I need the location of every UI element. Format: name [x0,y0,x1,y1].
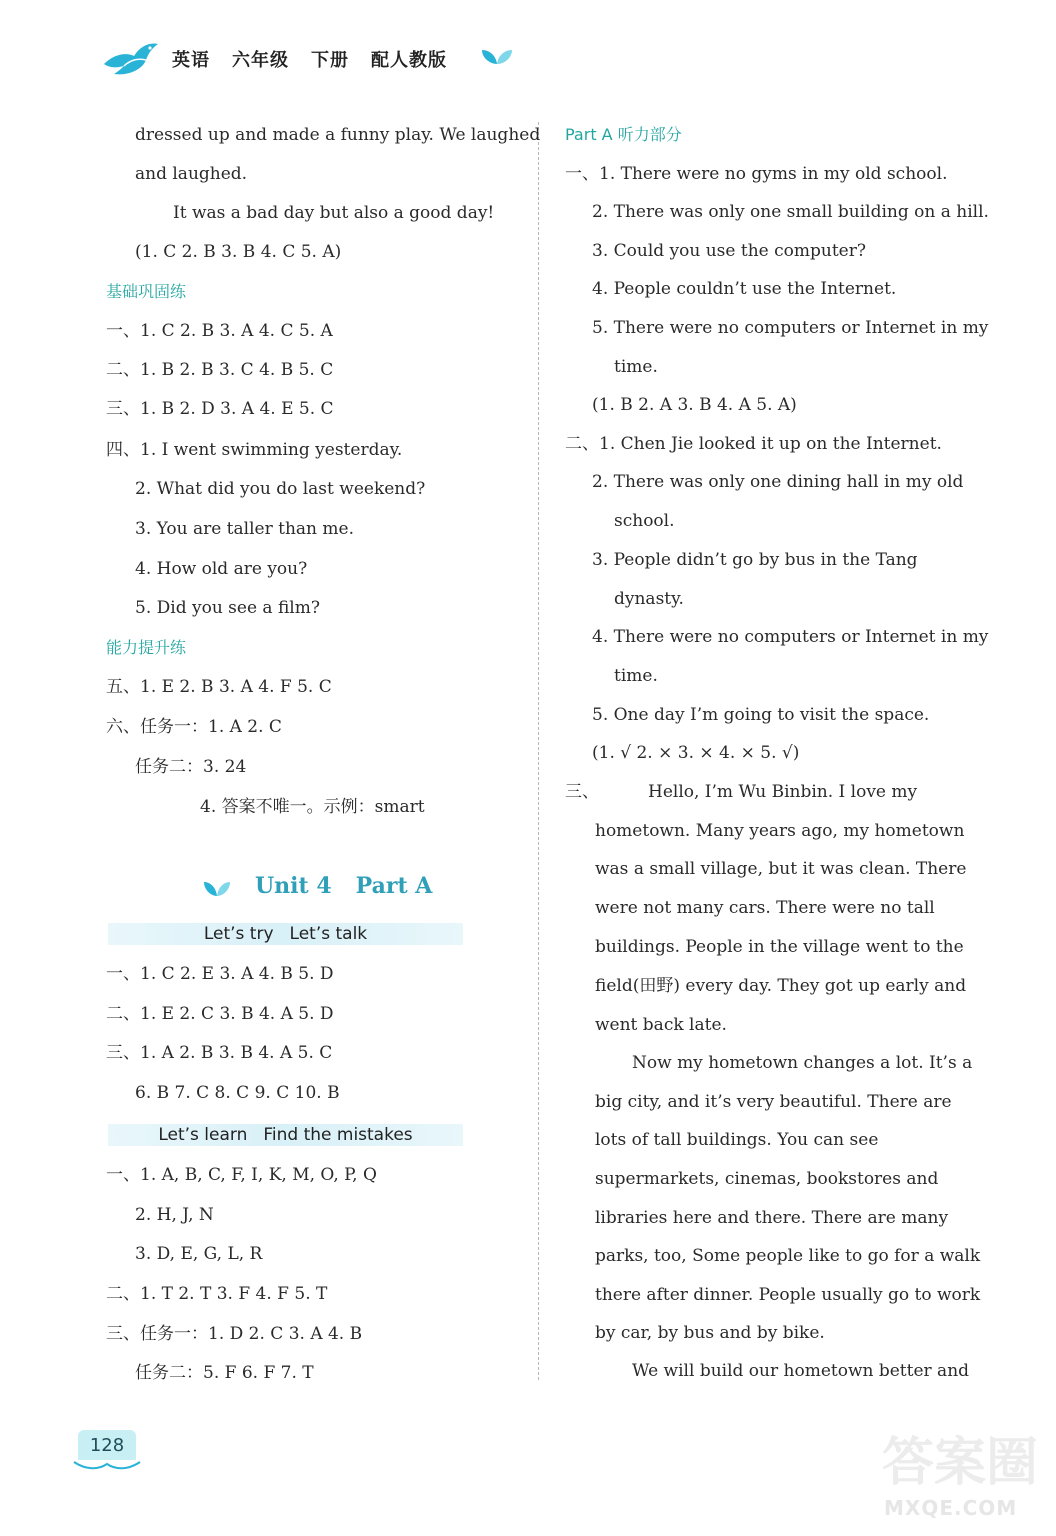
answer-line: 二、1. Chen Jie looked it up on the Internet. [565,434,942,454]
watermark [876,1410,1056,1530]
answer-line: 2. H, J, N [135,1205,214,1225]
answer-line: 一、1. A, B, C, F, I, K, M, O, P, Q [106,1165,377,1185]
passage-line: buildings. People in the village went to the [595,937,964,957]
band-label: Find the mistakes [263,1125,413,1145]
answer-line: 3. You are taller than me. [135,519,354,539]
section-band [108,1124,463,1146]
answer-line: and laughed. [135,164,248,184]
answer-line: 四、1. I went swimming yesterday. [106,440,403,460]
answer-line: 5. One day I’m going to visit the space. [592,705,930,725]
band-label: Let’s try [203,924,274,944]
answer-line: 一、1. There were no gyms in my old school. [565,164,948,184]
passage-line: big city, and it’s very beautiful. There are [595,1092,952,1112]
answer-line: 2. There was only one dining hall in my old [592,472,964,492]
page-number: 128 [78,1430,136,1460]
header-subject: 英语 [172,50,210,71]
watermark-url: MXQE.COM [884,1496,1018,1520]
section-title: Part A 听力部分 [565,125,682,144]
band-label: Let’s learn [158,1125,248,1145]
passage-line: went back late. [595,1015,727,1035]
passage-line: Now my hometown changes a lot. It’s a [632,1053,973,1073]
passage-line: lots of tall buildings. You can see [595,1130,879,1150]
passage-line: field(田野) every day. They got up early and [595,976,967,996]
answer-line: 4. 答案不唯一。示例：smart [200,797,425,817]
answer-line: 三、1. B 2. D 3. A 4. E 5. C [106,399,334,419]
answer-line: dynasty. [614,589,684,609]
answer-line: school. [614,511,675,531]
answer-line: 二、1. E 2. C 3. B 4. A 5. D [106,1004,334,1024]
passage-line: supermarkets, cinemas, bookstores and [595,1169,939,1189]
unit-part: Part A [355,873,433,899]
answer-line: 一、1. C 2. E 3. A 4. B 5. D [106,964,334,984]
answer-line: 6. B 7. C 8. C 9. C 10. B [135,1083,340,1103]
section-band [108,923,463,945]
answer-line: time. [614,357,658,377]
answer-line: 六、任务一：1. A 2. C [106,717,282,737]
section-title: 能力提升练 [106,638,187,657]
passage-line: were not many cars. There were no tall [595,898,935,918]
unit-leaf-icon [202,878,232,898]
answer-line: 3. D, E, G, L, R [135,1244,263,1264]
passage-line: Hello, I’m Wu Binbin. I love my [648,782,918,802]
watermark-chars: 答案圈 [882,1433,1039,1493]
header-volume: 下册 [311,50,349,71]
header-edition: 配人教版 [371,50,447,71]
answer-line: 二、1. B 2. B 3. C 4. B 5. C [106,360,334,380]
answer-line: 三、1. A 2. B 3. B 4. A 5. C [106,1043,333,1063]
column-divider [538,122,539,1380]
passage-line: We will build our hometown better and [632,1361,970,1381]
answer-key: (1. B 2. A 3. B 4. A 5. A) [592,395,797,415]
answer-line: 3. People didn’t go by bus in the Tang [592,550,918,570]
section-title: 基础巩固练 [106,282,187,301]
answer-line: 5. There were no computers or Internet in my [592,318,989,338]
question-label: 三、 [565,782,599,802]
passage-line: by car, by bus and by bike. [595,1323,825,1343]
answer-line: 4. There were no computers or Internet in my [592,627,989,647]
answer-line: 2. There was only one small building on a hill. [592,202,989,222]
answer-line: 任务二：5. F 6. F 7. T [135,1363,314,1383]
answer-line: 4. People couldn’t use the Internet. [592,279,897,299]
unit-heading [255,873,432,899]
answer-line: 五、1. E 2. B 3. A 4. F 5. C [106,677,332,697]
answer-line: dressed up and made a funny play. We laughed [135,125,541,145]
unit-title: Unit 4 [255,873,332,899]
answer-line: 3. Could you use the computer? [592,241,866,261]
answer-key: (1. C 2. B 3. B 4. C 5. A) [135,242,342,262]
answer-line: It was a bad day but also a good day! [173,203,495,223]
passage-line: hometown. Many years ago, my hometown [595,821,965,841]
leaf-icon [480,48,514,66]
bird-logo-icon [100,34,160,80]
passage-line: there after dinner. People usually go to work [595,1285,981,1305]
answer-line: 二、1. T 2. T 3. F 4. F 5. T [106,1284,328,1304]
passage-line: libraries here and there. There are many [595,1208,949,1228]
passage-line: parks, too, Some people like to go for a walk [595,1246,981,1266]
answer-line: 一、1. C 2. B 3. A 4. C 5. A [106,321,333,341]
answer-key: (1. √ 2. × 3. × 4. × 5. √) [592,743,800,763]
page-header [100,28,530,88]
answer-line: 5. Did you see a film? [135,598,320,618]
answer-line: 任务二：3. 24 [135,757,247,777]
header-title [172,46,469,72]
header-grade: 六年级 [232,50,289,71]
answer-line: 4. How old are you? [135,559,308,579]
band-label: Let’s talk [289,924,368,944]
answer-line: 三、任务一：1. D 2. C 3. A 4. B [106,1324,363,1344]
answer-line: 2. What did you do last weekend? [135,479,426,499]
page-number-wave-icon [72,1458,142,1472]
passage-line: was a small village, but it was clean. There [595,859,967,879]
answer-line: time. [614,666,658,686]
